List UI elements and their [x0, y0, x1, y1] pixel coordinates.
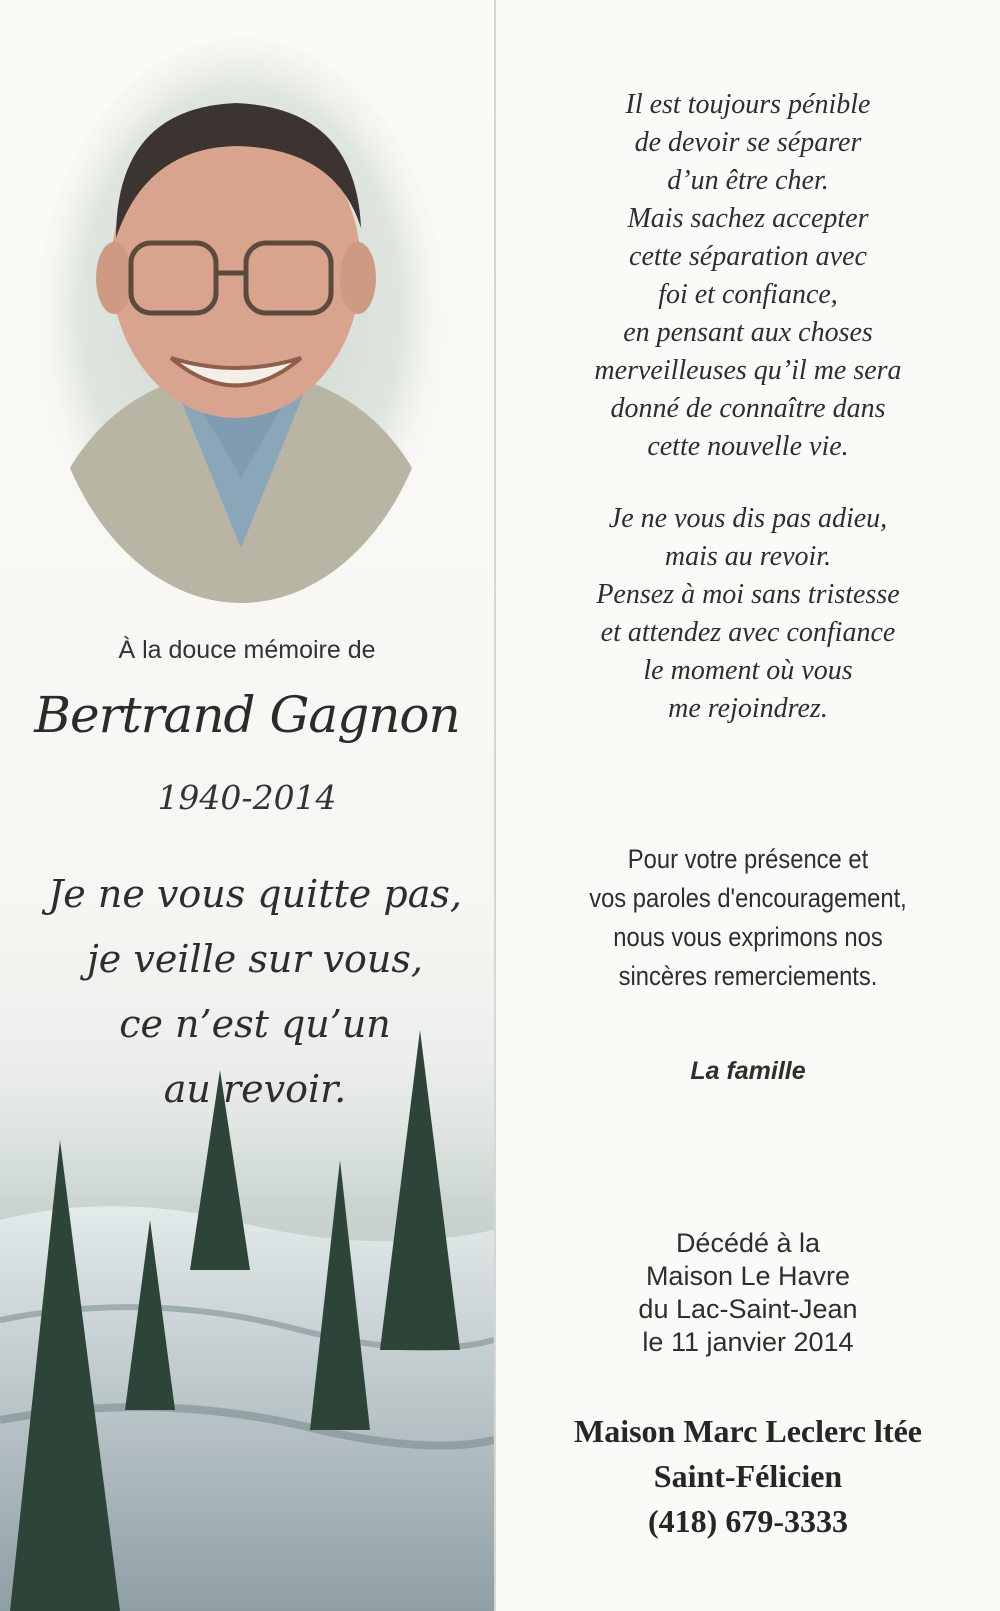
- thanks-line: sincères remerciements.: [618, 961, 878, 991]
- death-line: du Lac-Saint-Jean: [638, 1294, 858, 1324]
- poem-line: foi et confiance,: [658, 279, 838, 310]
- poem-line: Mais sachez accepter: [627, 203, 869, 234]
- poem-line: et attendez avec confiance: [600, 617, 896, 648]
- portrait-photo-icon: [36, 28, 446, 608]
- poem-line: cette nouvelle vie.: [647, 431, 849, 462]
- left-card: [0, 0, 494, 1611]
- poem-line: Je ne vous dis pas adieu,: [608, 503, 888, 534]
- funeral-home-name: Maison Marc Leclerc ltée: [574, 1413, 922, 1449]
- quote-line: je veille sur vous,: [87, 937, 423, 981]
- memory-heading: À la douce mémoire de: [118, 636, 376, 664]
- poem-line: donné de connaître dans: [610, 393, 886, 424]
- thanks-line: nous vous exprimons nos: [613, 922, 883, 952]
- death-line: le 11 janvier 2014: [642, 1327, 854, 1357]
- poem-line: en pensant aux choses: [623, 317, 873, 348]
- thanks-message: [526, 840, 970, 996]
- funeral-home-city: Saint-Félicien: [653, 1458, 843, 1494]
- quote-line: Je ne vous quitte pas,: [48, 872, 462, 916]
- family-signature: La famille: [690, 1057, 806, 1085]
- poem-line: cette séparation avec: [629, 241, 867, 272]
- deceased-name: Bertrand Gagnon: [34, 686, 460, 744]
- poem-line: d’un être cher.: [667, 165, 829, 196]
- poem-line: le moment où vous: [643, 655, 853, 686]
- funeral-home: [496, 1409, 1000, 1544]
- thanks-line: vos paroles d'encouragement,: [589, 883, 907, 913]
- poem-stanza-2: [496, 500, 1000, 728]
- poem-stanza-1: [496, 86, 1000, 466]
- farewell-quote: [40, 862, 470, 1122]
- thanks-line: Pour votre présence et: [627, 844, 869, 874]
- poem-line: me rejoindrez.: [668, 693, 828, 724]
- right-card: [496, 0, 1000, 1611]
- poem-line: merveilleuses qu’il me sera: [594, 355, 902, 386]
- funeral-home-phone: (418) 679-3333: [648, 1503, 848, 1539]
- death-line: Décédé à la: [675, 1228, 821, 1258]
- life-years: 1940-2014: [157, 778, 337, 817]
- poem-line: mais au revoir.: [664, 541, 832, 572]
- quote-line: au revoir.: [163, 1067, 347, 1111]
- poem-line: de devoir se séparer: [634, 127, 862, 158]
- poem-line: Il est toujours pénible: [625, 89, 871, 120]
- death-line: Maison Le Havre: [645, 1261, 851, 1291]
- quote-line: ce n’est qu’un: [119, 1002, 391, 1046]
- poem-line: Pensez à moi sans tristesse: [596, 579, 900, 610]
- death-notice: [496, 1227, 1000, 1359]
